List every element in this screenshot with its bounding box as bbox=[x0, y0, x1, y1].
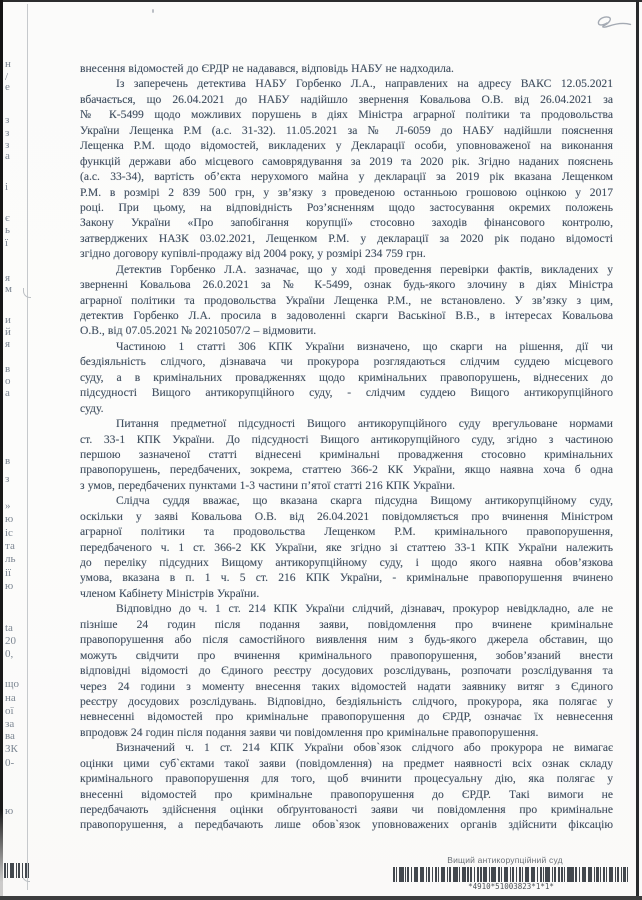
margin-fragment: о bbox=[5, 375, 11, 387]
document-line: Визначений ч. 1 ст. 214 КПК України обов`язок слідчого або прокурора не вимагає bbox=[116, 741, 613, 755]
document-line: Із заперечень детектива НАБУ Горбенко Л.А., направлених на адресу ВАКС 12.05.2021 bbox=[116, 77, 613, 91]
document-line: Питання предметної підсудності Вищого антикорупційного суду врегульоване нормами bbox=[116, 417, 613, 431]
document-line: О.В., від 07.05.2021 № 20210507/2 – відмовити. bbox=[80, 324, 317, 338]
court-barcode bbox=[393, 867, 629, 882]
margin-fragment: ї bbox=[5, 237, 9, 249]
barcode-fragment-icon bbox=[4, 863, 29, 878]
margin-fragment: на bbox=[5, 692, 16, 704]
document-line: функцій держави або місцевого самоврядування за 2019 та 2020 рік. Згідно наданих пояснень bbox=[80, 154, 613, 168]
document-line: бездіяльність слідчого, дізнавача чи прокурора розглядаються слідчим суддею місцевого bbox=[80, 355, 613, 369]
margin-fragment: з bbox=[5, 127, 10, 139]
document-line: детектив Горбенко Л.А. просила в задоволенні скарги Васькіної В.В., в інтересах Ковальова bbox=[80, 309, 613, 322]
margin-fragment: 20 bbox=[5, 635, 16, 647]
document-line: вбачається, що 26.04.2021 до НАБУ надійшло звернення Ковальова О.В. від 26.04.2021 за bbox=[80, 92, 613, 106]
margin-fragment: і bbox=[5, 181, 9, 193]
document-line: Р.М. в розмірі 2 839 500 грн, у зв’язку з проведеною останньою грошовою оцінкою у 2017 bbox=[80, 185, 613, 199]
margin-fragment: а bbox=[5, 150, 10, 162]
court-barcode-number: *4910*51003823*1*1* bbox=[468, 882, 554, 891]
margin-fragment: ої bbox=[5, 705, 14, 717]
document-line: оскільки у заяві Ковальова О.В. від 26.04.2021 повідомляється про вчинення Міністром bbox=[80, 509, 613, 523]
document-line: правопорушення або після самостійного виявлення ним з будь-якого джерела обставин, що bbox=[80, 633, 613, 647]
document-line: передбачають здійснення оцінки обґрунтованості заяви чи повідомлення про кримінальне bbox=[80, 803, 613, 816]
margin-fragment: 0, bbox=[5, 648, 14, 660]
scan-edge-top bbox=[0, 0, 642, 2]
document-line: першою зазначеної статті віднесені кримінальні провадження стосовно кримінальних bbox=[80, 447, 613, 461]
document-line: можуть свідчити про вчинення кримінального правопорушення, зобов’язаний внести bbox=[80, 648, 613, 662]
document-line: умова, вказана в п. 1 ч. 5 ст. 216 КПК України, - кримінальне правопорушення вчинено bbox=[80, 571, 613, 585]
margin-fragment: ю bbox=[5, 580, 14, 592]
document-line: аграрної політики та продовольства Лещенком Р.М. кримінального правопорушення, bbox=[80, 525, 613, 539]
margin-fragment: н bbox=[5, 58, 11, 70]
document-line: згідно договору купівлі-продажу від 2004 року, у розмірі 234 759 грн. bbox=[80, 247, 426, 261]
document-line: впродовж 24 годин після подання заяви чи повідомлення про кримінальне правопорушення. bbox=[80, 725, 539, 739]
margin-fragment: що bbox=[5, 678, 19, 690]
margin-fragment: / bbox=[5, 71, 9, 83]
scan-edge-left bbox=[0, 0, 3, 900]
document-line: відповідні відомості до Єдиного реєстру досудових розслідувань, розпочати розслідування та bbox=[80, 664, 613, 678]
document-line: України Лещенка Р.М (а.с. 31-32). 11.05.2021 за № Л-6059 до НАБУ надійшли пояснення bbox=[80, 123, 613, 137]
margin-fragment: в bbox=[5, 455, 11, 467]
document-line: аграрної політики та продовольства України Лещенка Р.М., не встановлено. У зв’язку з цим, bbox=[80, 293, 613, 307]
margin-fragment: й bbox=[5, 326, 11, 338]
document-line: Частиною 1 статті 306 КПК України визначено, що скарги на рішення, дії чи bbox=[116, 339, 613, 353]
margin-fragment: е bbox=[5, 81, 10, 93]
document-line: кримінального правопорушення для того, щоб вчинити процесуальну дію, яка полягає у bbox=[80, 772, 613, 786]
document-line: невнесенні відомостей про кримінальне правопорушення до ЄРДР, означає їх невнесення bbox=[80, 710, 613, 724]
margin-fragment: з bbox=[5, 114, 10, 126]
margin-fragment: за bbox=[5, 718, 15, 730]
document-line: Відповідно до ч. 1 ст. 214 КПК України слідчий, дізнавач, прокурор невідкладно, але не bbox=[116, 602, 613, 616]
document-line: внесення відомостей до ЄРДР не надавався, відповідь НАБУ не надходила. bbox=[80, 62, 454, 75]
fold-line bbox=[27, 4, 28, 890]
document-line: суду. bbox=[80, 401, 104, 415]
document-line: пізніше 24 годин після подання заяви, повідомлення про вчинене кримінальне bbox=[80, 617, 613, 631]
margin-fragment: ль bbox=[5, 553, 16, 565]
margin-fragment: ії bbox=[5, 567, 12, 579]
margin-fragment: ва bbox=[5, 730, 15, 742]
handwritten-page-number bbox=[592, 8, 636, 34]
document-line: Слідча суддя вважає, що вказана скарга підсудна Вищому антикорупційному суду, bbox=[116, 494, 613, 508]
margin-fragment: 0- bbox=[5, 757, 15, 769]
court-stamp-label: Вищий антикорупційний суд bbox=[447, 855, 563, 865]
document-line: передбаченого ч. 1 ст. 366-2 КК України, яке згідно зі статтею 33-1 КПК України належить bbox=[80, 540, 613, 554]
document-line: Детектив Горбенко Л.А. зазначає, що у ході проведення перевірки фактів, викладених у bbox=[116, 262, 613, 276]
margin-fragment: я bbox=[5, 272, 11, 284]
scan-edge-bottom bbox=[0, 896, 642, 900]
document-line: через 24 години з моменту внесення таких відомостей надати заявнику витяг з Єдиного bbox=[80, 679, 613, 693]
document-line: році. При цьому, на відповідність Роз’ясненням щодо застосування окремих положень bbox=[80, 200, 613, 214]
document-line: Лещенка Р.М. щодо відомостей, викладених у Декларації особи, уповноваженої на виконання bbox=[80, 139, 613, 153]
document-line: суду, а в кримінальних провадженнях щодо кримінальних правопорушень, віднесених до bbox=[80, 370, 613, 384]
document-line: ст. 33-1 КПК України. До підсудності Вищого антикорупційного суду, згідно з частиною bbox=[80, 432, 613, 446]
document-line: до переліку підсудних Вищому антикорупційному суду, і щодо якого наявна обов’язкова bbox=[80, 556, 613, 569]
document-line: зверненні Ковальова 26.0.2021 за № К-5499, ознак будь-якого злочину в діях Міністра bbox=[80, 278, 613, 292]
document-line: з умов, передбачених пунктами 1-3 частини п’ятої статті 216 КПК України. bbox=[80, 478, 456, 492]
document-line: підсудності Вищого антикорупційного суду, - слідчим суддею Вищого антикорупційного bbox=[80, 386, 613, 400]
scan-edge-right bbox=[636, 0, 639, 900]
margin-fragment: ь bbox=[5, 224, 11, 236]
fold-kink bbox=[23, 288, 31, 298]
document-line: № К-5499 щодо можливих порушень в діях Міністра аграрної політики та продовольства bbox=[80, 108, 613, 122]
document-line: оцінки цими суб`єктами такої заяви (повідомлення) на предмет наявності всіх ознак складу bbox=[80, 756, 613, 770]
margin-fragment: ю bbox=[5, 805, 14, 817]
scan-speck bbox=[152, 9, 154, 13]
document-text bbox=[80, 61, 613, 833]
margin-fragment: в bbox=[5, 363, 11, 375]
document-line: членом Кабінету Міністрів України. bbox=[80, 586, 260, 600]
document-line: реєстру досудових розслідувань. Відповідно, бездіяльність слідчого, прокурора, яка полягає у bbox=[80, 694, 613, 708]
margin-fragment: а bbox=[5, 387, 10, 399]
document-line: затверджених НАЗК 03.02.2021, Лещенком Р.М. у декларації за 2020 рік подано відомості bbox=[80, 231, 613, 245]
document-line: внесенні відомостей про кримінальне правопорушення до ЄРДР. Такі вимоги не bbox=[80, 787, 613, 801]
margin-fragment: ЗК bbox=[5, 743, 18, 755]
document-line: правопорушення, а передбачають лише обов`язок уповноважених органів здійснити фіксацію bbox=[80, 818, 613, 832]
margin-fragment: » bbox=[5, 500, 11, 512]
margin-fragment: іс bbox=[5, 527, 13, 539]
document-line: правопорушень, передбачених, зокрема, статтею 366-2 КК України, якщо наявна хоча б одна bbox=[80, 463, 613, 477]
document-line: (а.с. 33-34), вартість об’єкта нерухомого майна у декларації за 2019 рік вказана Лещенком bbox=[80, 170, 613, 184]
margin-fragment: м bbox=[5, 283, 12, 295]
margin-fragment: ta bbox=[5, 622, 13, 634]
margin-fragment: ю bbox=[5, 513, 14, 525]
margin-fragment: з bbox=[5, 473, 10, 485]
margin-fragment: я bbox=[5, 338, 11, 350]
document-line: Закону України «Про запобігання корупції» стосовно заходів фінансового контролю, bbox=[80, 216, 613, 230]
margin-fragment: з bbox=[5, 139, 10, 151]
margin-fragment: и bbox=[5, 314, 11, 326]
margin-fragment: та bbox=[5, 540, 15, 552]
margin-fragment: є bbox=[5, 212, 10, 224]
